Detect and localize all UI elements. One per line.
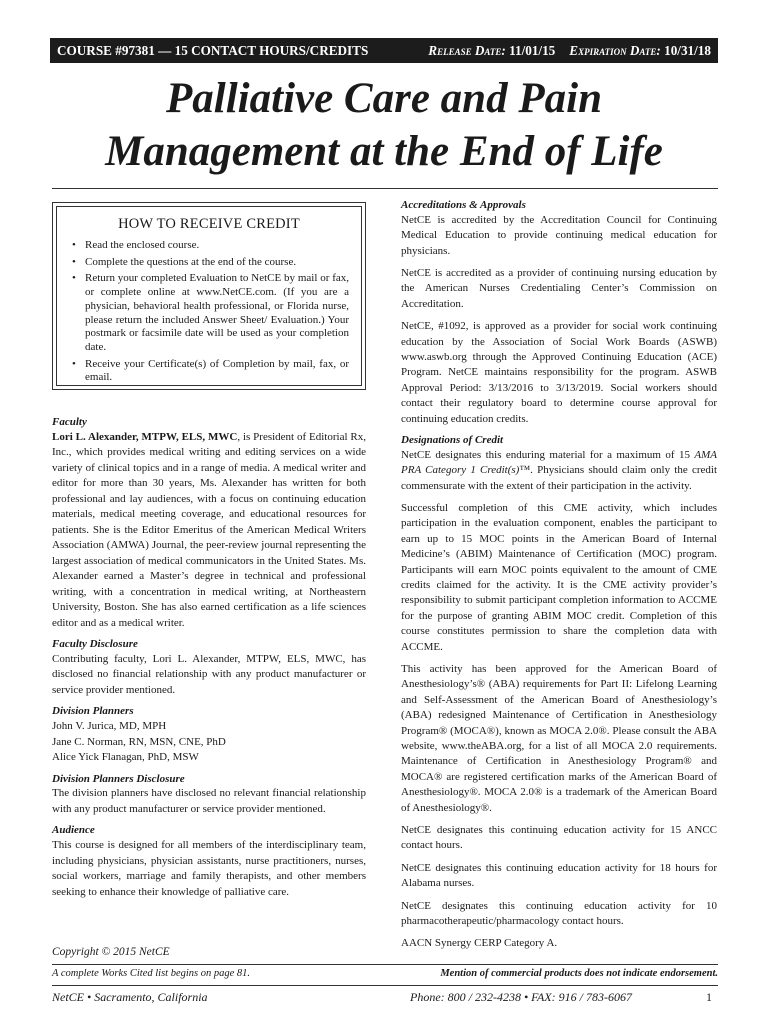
planners-disclosure-text: The division planners have disclosed no relevant financial relationship with any product manufacturer or service provider mentioned. xyxy=(52,787,366,815)
footer-location: NetCE • Sacramento, California xyxy=(52,990,208,1004)
credit-step: • Return your completed Evaluation to NetCE by mail or fax, or complete online at www.NetCE.com. (If you are a physician, behavioral health professional, or Florida nurse, please return the included Answer Sheet/ Evaluation.) Your postmark or facsimile date will be used as your completion date. xyxy=(69,272,349,354)
credit-step: • Complete the questions at the end of the course. xyxy=(69,256,349,270)
designations-heading: Designations of Credit xyxy=(401,433,504,446)
how-to-receive-credit-box xyxy=(52,202,366,390)
planners-disclosure-section xyxy=(52,773,366,818)
footer-rule-bottom xyxy=(52,985,718,986)
course-title xyxy=(0,72,768,178)
faculty-name: Lori L. Alexander, MTPW, ELS, MWC xyxy=(52,430,238,443)
title-line-2: Management at the End of Life xyxy=(105,128,663,175)
credit-step: • Receive your Certificate(s) of Completion by mail, fax, or email. xyxy=(69,358,349,385)
audience-text: This course is designed for all members of the interdisciplinary team, including physicians, physician assistants, nurse practitioners, nurses, social workers, marriage and family therapists, and other members seeking to enhance their knowledge of palliative care. xyxy=(52,839,366,898)
title-line-1: Palliative Care and Pain xyxy=(166,75,602,122)
planners-disclosure-heading: Division Planners Disclosure xyxy=(52,772,185,785)
expiration-date: 10/31/18 xyxy=(664,42,711,58)
designation-alabama: NetCE designates this continuing education activity for 18 hours for Alabama nurses. xyxy=(401,861,717,890)
faculty-disclosure-heading: Faculty Disclosure xyxy=(52,638,138,651)
division-planners-heading: Division Planners xyxy=(52,705,134,718)
audience-heading: Audience xyxy=(52,824,95,837)
faculty-section xyxy=(52,416,366,631)
credit-steps-list xyxy=(69,239,349,385)
audience-section xyxy=(52,824,366,900)
designation-ama: NetCE designates this enduring material for a maximum of 15 AMA PRA Category 1 Credit(s)™. Physicians should claim only the credit commensurate with the extent of their participation in the activity. xyxy=(401,448,717,492)
designation-moc: Successful completion of this CME activity, which includes participation in the evaluation component, enables the participant to earn up to 15 MOC points in the American Board of Internal Medicine’s (ABIM) Maintenance of Certification (MOC) program. Participants will earn MOC points equivalent to the amount of CME credits claimed for the activity. It is the CME activity provider’s responsibility to submit participant completion information to ACCME for the purpose of granting ABIM MOC credit. Completion of this course constitutes permission to share the completion data with ACCME. xyxy=(401,501,717,653)
accreditation-ancc: NetCE is accredited as a provider of continuing nursing education by the American Nurses Credentialing Center’s Commission on Accreditation. xyxy=(401,266,717,310)
endorsement-note: Mention of commercial products does not indicate endorsement. xyxy=(440,968,718,979)
faculty-heading: Faculty xyxy=(52,416,87,428)
designation-pharmacology: NetCE designates this continuing education activity for 10 pharmacotherapeutic/pharmacology contact hours. xyxy=(401,899,717,928)
page-number: 1 xyxy=(706,990,712,1004)
footer-contact: Phone: 800 / 232-4238 • FAX: 916 / 783-6067 xyxy=(410,990,632,1004)
course-header-bar xyxy=(50,38,718,63)
footer-rule-top xyxy=(52,964,718,965)
title-divider xyxy=(52,188,718,189)
right-column xyxy=(401,199,717,959)
planner-name: Alice Yick Flanagan, PhD, MSW xyxy=(52,751,199,764)
release-date: 11/01/15 xyxy=(509,42,556,58)
works-cited-note: A complete Works Cited list begins on page 81. xyxy=(52,968,251,979)
copyright: Copyright © 2015 NetCE xyxy=(52,946,170,958)
accreditation-aswb: NetCE, #1092, is approved as a provider for social work continuing education by the Association of Social Work Boards (ASWB) www.aswb.org through the Approved Continuing Education (ACE) Program. NetCE maintains responsibility for the program. ASWB Approval Period: 3/13/2016 to 3/13/2019. Social workers should contact their regulatory board to determine course approval for continuing education credits. xyxy=(401,320,717,425)
planner-name: Jane C. Norman, RN, MSN, CNE, PhD xyxy=(52,735,226,748)
faculty-disclosure-text: Contributing faculty, Lori L. Alexander, MTPW, ELS, MWC, has disclosed no financial relationship with any product manufacturer or service provider mentioned. xyxy=(52,652,366,696)
designation-aba: This activity has been approved for the American Board of Anesthesiology’s® (ABA) requirements for Part II: Lifelong Learning and Self-Assessment of the American Board of Anesthesiology’s (ABA) redesigned Maintenance of Certification in Anesthesiology Program® (MOCA®), known as MOCA 2.0®. Please consult the ABA website, www.theABA.org, for a list of all MOCA 2.0 requirements. Maintenance of Certification in Anesthesiology Program® and MOCA® are registered certification marks of the American Board of Anesthesiology®. MOCA 2.0® is a trademark of the American Board of Anesthesiology®. xyxy=(401,662,717,814)
planner-name: John V. Jurica, MD, MPH xyxy=(52,720,167,733)
release-label: Release Date: xyxy=(428,42,506,58)
designation-aacn: AACN Synergy CERP Category A. xyxy=(401,937,558,950)
faculty-bio: , is President of Editorial Rx, Inc., which provides medical writing and editing services on a wide variety of clinical topics and in a range of media. A medical writer and editor for more than 30 years, Ms. Alexander has written for both professional and lay audiences, with a focus on continuing education materials, medical meeting coverage, and educational resources for patients. She is the Editor Emeritus of the American Medical Writers Association (AMWA) Journal, the peer-review journal representing the largest association of medical communicators in the United States. Ms. Alexander earned a Master’s degree in technical and professional writing, with a concentration in medical writing, at Northeastern University, Boston. She has also earned certification as a life sciences editor and as a medical writer. xyxy=(52,430,366,629)
course-info: COURSE #97381 — 15 CONTACT HOURS/CREDITS xyxy=(57,42,369,58)
accreditations-heading: Accreditations & Approvals xyxy=(401,199,526,211)
faculty-disclosure-section xyxy=(52,638,366,698)
credit-box-heading: HOW TO RECEIVE CREDIT xyxy=(118,216,300,232)
division-planners-section xyxy=(52,705,366,765)
expiration-label: Expiration Date: xyxy=(569,42,661,58)
credit-step: • Read the enclosed course. xyxy=(69,239,349,253)
course-dates xyxy=(420,43,711,59)
designation-ancc-hours: NetCE designates this continuing education activity for 15 ANCC contact hours. xyxy=(401,824,717,852)
left-column xyxy=(52,202,366,907)
accreditation-acme: NetCE is accredited by the Accreditation Council for Continuing Medical Education to provide continuing medical education for physicians. xyxy=(401,213,717,257)
